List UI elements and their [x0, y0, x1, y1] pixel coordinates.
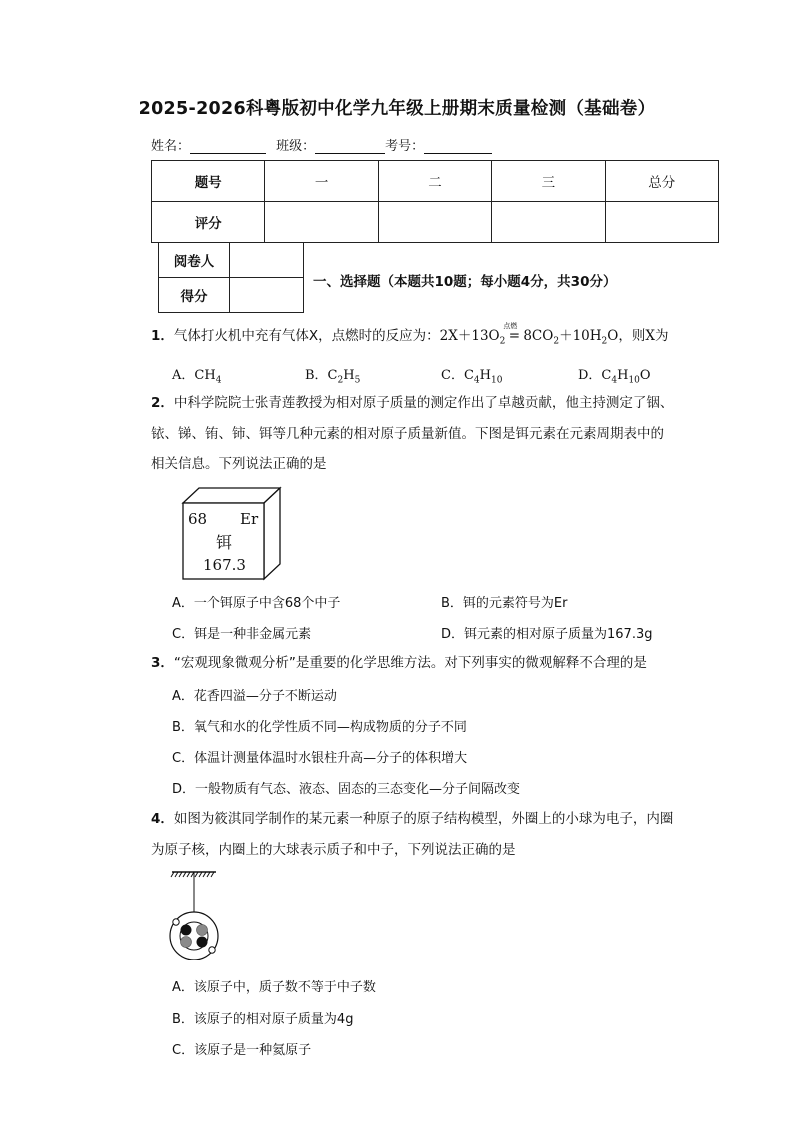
question-4-line: 为原子核，内圈上的大球表示质子和中子，下列说法正确的是 — [151, 842, 516, 858]
option-b[interactable]: B．氧气和水的化学性质不同—构成物质的分子不同 — [172, 720, 467, 735]
atom-model-diagram — [166, 868, 226, 960]
reviewer-cell[interactable] — [230, 243, 304, 278]
name-label: 姓名： — [151, 139, 191, 154]
question-number: 4． — [151, 811, 174, 827]
exam-no-blank[interactable] — [424, 139, 492, 154]
option-a[interactable]: A．该原子中，质子数不等于中子数 — [172, 980, 376, 995]
score-cell[interactable] — [265, 202, 378, 243]
reaction-condition: 点燃 — [503, 322, 518, 330]
element-name: 铒 — [216, 533, 233, 552]
electron-ball — [173, 919, 179, 925]
score-cell[interactable] — [492, 202, 605, 243]
score-header-cell: 总分 — [605, 161, 718, 202]
element-symbol: Er — [240, 510, 259, 528]
option-d[interactable]: D．铒元素的相对原子质量为167.3g — [441, 627, 653, 642]
option-a[interactable]: A．$CH_4$ — [172, 368, 222, 386]
electron-ball — [209, 947, 215, 953]
option-a[interactable]: A．花香四溢—分子不断运动 — [172, 689, 337, 704]
score-cell[interactable] — [378, 202, 491, 243]
option-d[interactable]: D．一般物质有气态、液态、固态的三态变化—分子间隔改变 — [172, 782, 521, 797]
section-title: 一、选择题（本题共10题；每小题4分，共30分） — [313, 274, 617, 290]
question-number: 1． — [151, 328, 174, 344]
question-1-stem — [151, 322, 669, 352]
exam-no-label: 考号： — [385, 139, 425, 154]
question-2-line: 铱、锑、铕、铈、铒等几种元素的相对原子质量新值。下图是铒元素在元素周期表中的 — [151, 426, 664, 442]
score-cell[interactable] — [605, 202, 718, 243]
option-d[interactable]: D．$C_4H_{10}O$ — [578, 368, 651, 386]
neutron-ball — [181, 937, 192, 948]
grader-box — [158, 242, 304, 313]
option-c[interactable]: C．该原子是一种氦原子 — [172, 1043, 312, 1058]
grader-score-label: 得分 — [159, 278, 230, 313]
option-c[interactable]: C．$C_4H_{10}$ — [441, 368, 503, 386]
element-mass: 167.3 — [203, 556, 246, 574]
score-table-score-row — [152, 202, 719, 243]
neutron-ball — [197, 925, 208, 936]
page-title: 2025-2026科粤版初中化学九年级上册期末质量检测（基础卷） — [138, 99, 656, 119]
question-number: 3． — [151, 655, 174, 671]
question-2-line: 相关信息。下列说法正确的是 — [151, 456, 327, 472]
question-text: 气体打火机中充有气体X，点燃时的反应为： — [173, 328, 440, 344]
question-2-stem: 2．中科学院院士张青莲教授为相对原子质量的测定作出了卓越贡献，他主持测定了铟、 — [151, 395, 674, 411]
reviewer-label: 阅卷人 — [159, 243, 230, 278]
name-blank[interactable] — [190, 139, 266, 154]
score-row-label: 评分 — [152, 202, 265, 243]
class-label: 班级： — [276, 139, 316, 154]
class-blank[interactable] — [315, 139, 385, 154]
score-header-cell: 题号 — [152, 161, 265, 202]
option-b[interactable]: B．铒的元素符号为Er — [441, 596, 568, 611]
score-header-cell: 二 — [378, 161, 491, 202]
option-c[interactable]: C．铒是一种非金属元素 — [172, 627, 312, 642]
chemical-equation: $2X+13O_2$ 点燃 = $8CO_2+10H_2O$，则X为 — [440, 328, 669, 344]
score-table — [151, 160, 719, 243]
proton-ball — [197, 937, 208, 948]
score-table-header-row — [152, 161, 719, 202]
score-header-cell: 一 — [265, 161, 378, 202]
option-b[interactable]: B．该原子的相对原子质量为4g — [172, 1012, 354, 1027]
proton-ball — [181, 925, 192, 936]
option-b[interactable]: B．$C_2H_5$ — [305, 368, 361, 386]
question-4-stem: 4．如图为筱淇同学制作的某元素一种原子的原子结构模型，外圈上的小球为电子，内圈 — [151, 811, 674, 827]
student-info-line — [151, 135, 492, 154]
score-header-cell: 三 — [492, 161, 605, 202]
question-3-stem: 3．“宏观现象微观分析”是重要的化学思维方法。对下列事实的微观解释不合理的是 — [151, 655, 647, 671]
grader-score-cell[interactable] — [230, 278, 304, 313]
option-a[interactable]: A．一个铒原子中含68个中子 — [172, 596, 341, 611]
element-atomic-number: 68 — [188, 510, 208, 528]
question-number: 2． — [151, 395, 174, 411]
option-c[interactable]: C．体温计测量体温时水银柱升高—分子的体积增大 — [172, 751, 468, 766]
